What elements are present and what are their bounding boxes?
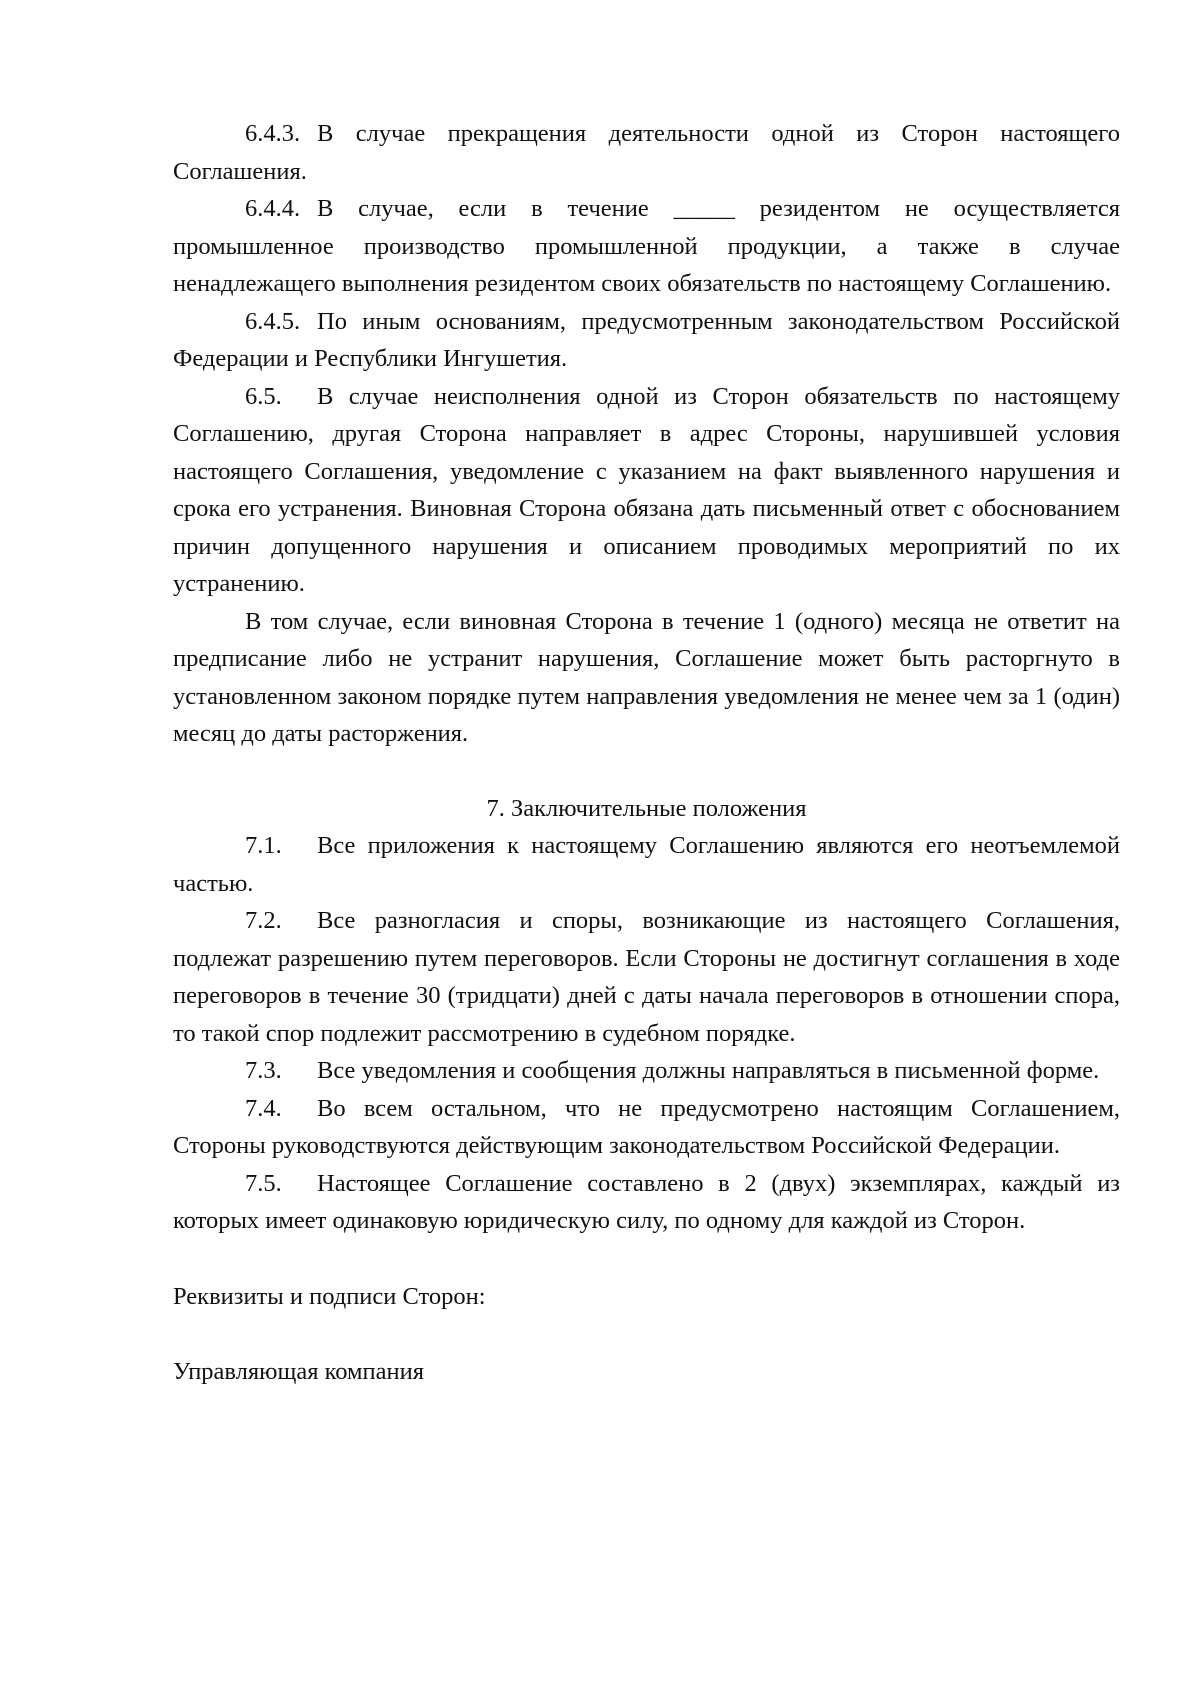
clause-text: В случае, если в течение _____ резидентом не осуществляется промышленное производство промышленной продукции, а также в случае ненадлежащего выполнения резидентом своих обязательств по настоящему Соглашению. [173, 195, 1120, 297]
document-body [173, 115, 1120, 1391]
clause-number: 7.4. [245, 1094, 282, 1122]
clause-number: 7.1. [245, 832, 282, 859]
clause-number: 6.4.5. [245, 307, 301, 335]
clause-6-4-4 [173, 190, 1120, 303]
clause-6-4-3 [173, 115, 1120, 190]
section-7-heading: 7. Заключительные положения [486, 794, 807, 822]
clause-number: 6.4.3. [245, 120, 301, 147]
clause-7-4 [173, 1090, 1120, 1165]
clause-6-4-5 [173, 303, 1120, 378]
requisites-label: Реквизиты и подписи Сторон: [173, 1282, 486, 1310]
clause-text: В том случае, если виновная Сторона в течение 1 (одного) месяца не ответит на предписание либо не устранит нарушения, Соглашение может быть расторгнуто в установленном законом порядке путем направления уведомления не менее чем за 1 (один) месяц до даты расторжения. [173, 607, 1120, 747]
clause-7-1 [173, 827, 1120, 902]
clause-text: По иным основаниям, предусмотренным законодательством Российской Федерации и Республики Ингушетия. [173, 307, 1120, 372]
clause-text: В случае неисполнения одной из Сторон обязательств по настоящему Соглашению, другая Сторона направляет в адрес Стороны, нарушившей условия настоящего Соглашения, уведомление с указанием на факт выявленного нарушения и срока его устранения. Виновная Сторона обязана дать письменный ответ с обоснованием причин допущенного нарушения и описанием проводимых мероприятий по их устранению. [173, 382, 1120, 597]
clause-7-3 [173, 1052, 1120, 1090]
clause-number: 7.5. [245, 1169, 282, 1197]
clause-text: Все приложения к настоящему Соглашению являются его неотъемлемой частью. [173, 832, 1120, 897]
clause-6-5-continuation [173, 603, 1120, 753]
clause-number: 6.4.4. [245, 195, 301, 222]
clause-text: Настоящее Соглашение составлено в 2 (двух) экземплярах, каждый из которых имеет одинаковую юридическую силу, по одному для каждой из Сторон. [173, 1169, 1120, 1234]
clause-7-2 [173, 902, 1120, 1052]
clause-7-5 [173, 1165, 1120, 1240]
clause-text: Все разногласия и споры, возникающие из настоящего Соглашения, подлежат разрешению путем переговоров. Если Стороны не достигнут соглашения в ходе переговоров в течение 30 (тридцати) дней с даты начала переговоров в отношении спора, то такой спор подлежит рассмотрению в судебном порядке. [173, 907, 1120, 1047]
management-company-label: Управляющая компания [173, 1358, 425, 1385]
clause-text: Все уведомления и сообщения должны направляться в письменной форме. [317, 1057, 1100, 1084]
clause-number: 7.2. [245, 907, 282, 934]
clause-6-5 [173, 378, 1120, 603]
clause-text: Во всем остальном, что не предусмотрено настоящим Соглашением, Стороны руководствуются действующим законодательством Российской Федерации. [173, 1094, 1120, 1159]
clause-number: 6.5. [245, 382, 282, 410]
clause-text: В случае прекращения деятельности одной из Сторон настоящего Соглашения. [173, 120, 1120, 185]
clause-number: 7.3. [245, 1057, 282, 1084]
